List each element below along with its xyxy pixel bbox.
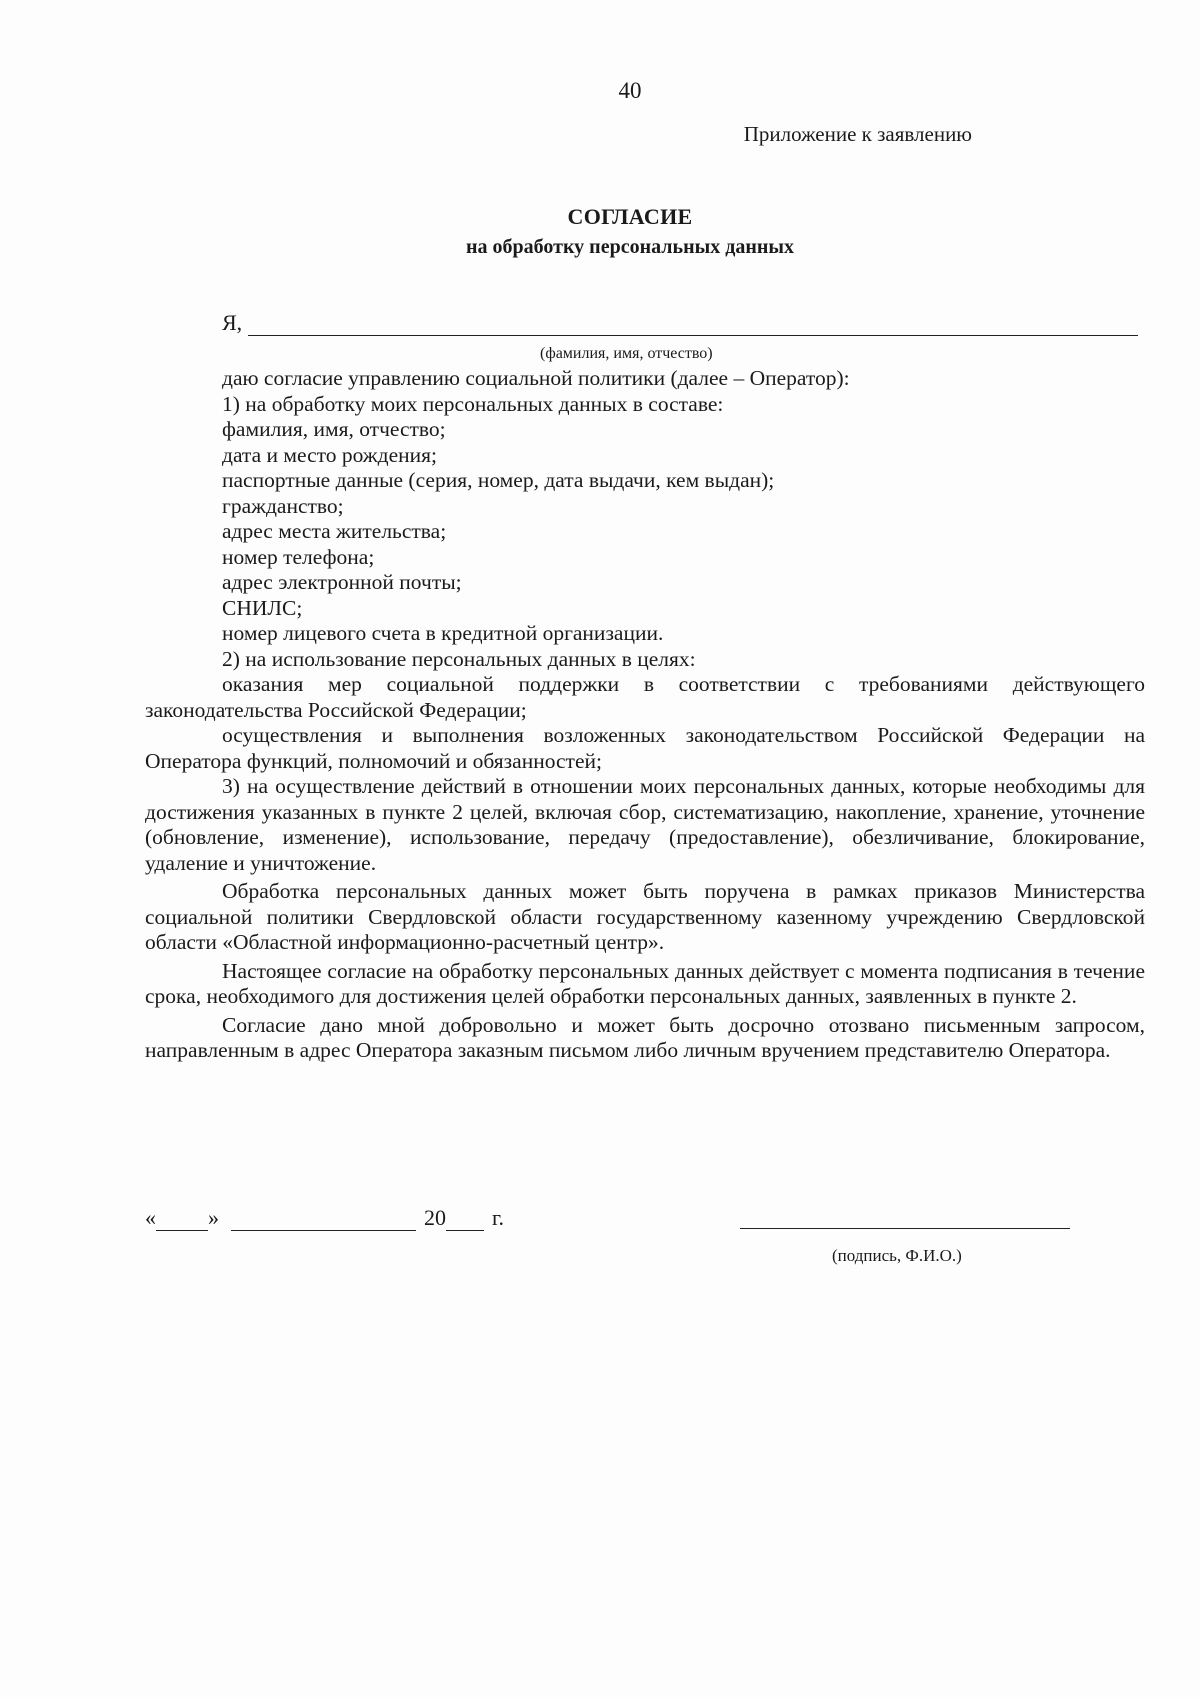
document-title: СОГЛАСИЕ [567, 204, 693, 229]
year-suffix: г. [492, 1205, 505, 1230]
month-blank [231, 1212, 416, 1231]
item1-title: 1) на обработку моих персональных данных в составе: [222, 391, 724, 416]
applicant-name-row [222, 310, 1138, 336]
item3-actions: 3) на осуществление действий в отношении моих персональных данных, которые необходимы для достижения указанных в пункте 2 целей, включая сбор, систематизацию, накопление, хранение, уточнение (обновление, изменение), использование, передачу (предоставление), обезличивание, блокирование, удаление и уничтожение. [145, 774, 1145, 875]
list-item: дата и место рождения; [222, 442, 438, 467]
list-item: фамилия, имя, отчество; [222, 417, 446, 441]
list-item: номер телефона; [222, 544, 375, 569]
year-prefix: 20 [424, 1205, 446, 1230]
list-item: номер лицевого счета в кредитной организации. [222, 621, 664, 645]
year-blank [446, 1212, 484, 1231]
applicant-name-blank [248, 317, 1138, 336]
consent-intro: даю согласие управлению социальной политики (далее – Оператор): [222, 366, 850, 390]
list-item: гражданство; [222, 493, 344, 518]
processing-paragraph: Обработка персональных данных может быть поручена в рамках приказов Министерства социальной политики Свердловской области государственному казенному учреждению Свердловской области «Областной информационно-расчетный центр». [145, 879, 1145, 954]
day-blank [156, 1212, 208, 1231]
item2-title: 2) на использование персональных данных в целях: [222, 646, 696, 671]
list-item: адрес электронной почты; [222, 570, 462, 594]
purpose-item: оказания мер социальной поддержки в соответствии с требованиями действующего законодательства Российской Федерации; [145, 672, 1145, 722]
quote-close: » [208, 1205, 219, 1230]
document-body [145, 366, 1145, 1064]
signature-blank [740, 1228, 1070, 1229]
document-subtitle: на обработку персональных данных [466, 236, 794, 258]
validity-paragraph: Настоящее согласие на обработку персональных данных действует с момента подписания в течение срока, необходимого для достижения целей обработки персональных данных, заявленных в пункте 2. [145, 958, 1145, 1008]
list-item: адрес места жительства; [222, 519, 447, 543]
signature-hint: (подпись, Ф.И.О.) [832, 1246, 962, 1265]
revoke-paragraph: Согласие дано мной добровольно и может быть досрочно отозвано письменным запросом, направленным в адрес Оператора заказным письмом либо личным вручением представителю Оператора. [145, 1012, 1145, 1062]
list-item: паспортные данные (серия, номер, дата выдачи, кем выдан); [222, 468, 775, 492]
appendix-label: Приложение к заявлению [743, 122, 972, 146]
date-row [145, 1205, 504, 1231]
purpose-item: осуществления и выполнения возложенных законодательством Российской Федерации на Оператора функций, полномочий и обязанностей; [145, 723, 1145, 773]
quote-open: « [145, 1205, 156, 1230]
page-number: 40 [618, 78, 642, 103]
applicant-name-hint: (фамилия, имя, отчество) [540, 345, 713, 362]
applicant-prefix: Я, [222, 310, 243, 335]
list-item: СНИЛС; [222, 595, 303, 620]
